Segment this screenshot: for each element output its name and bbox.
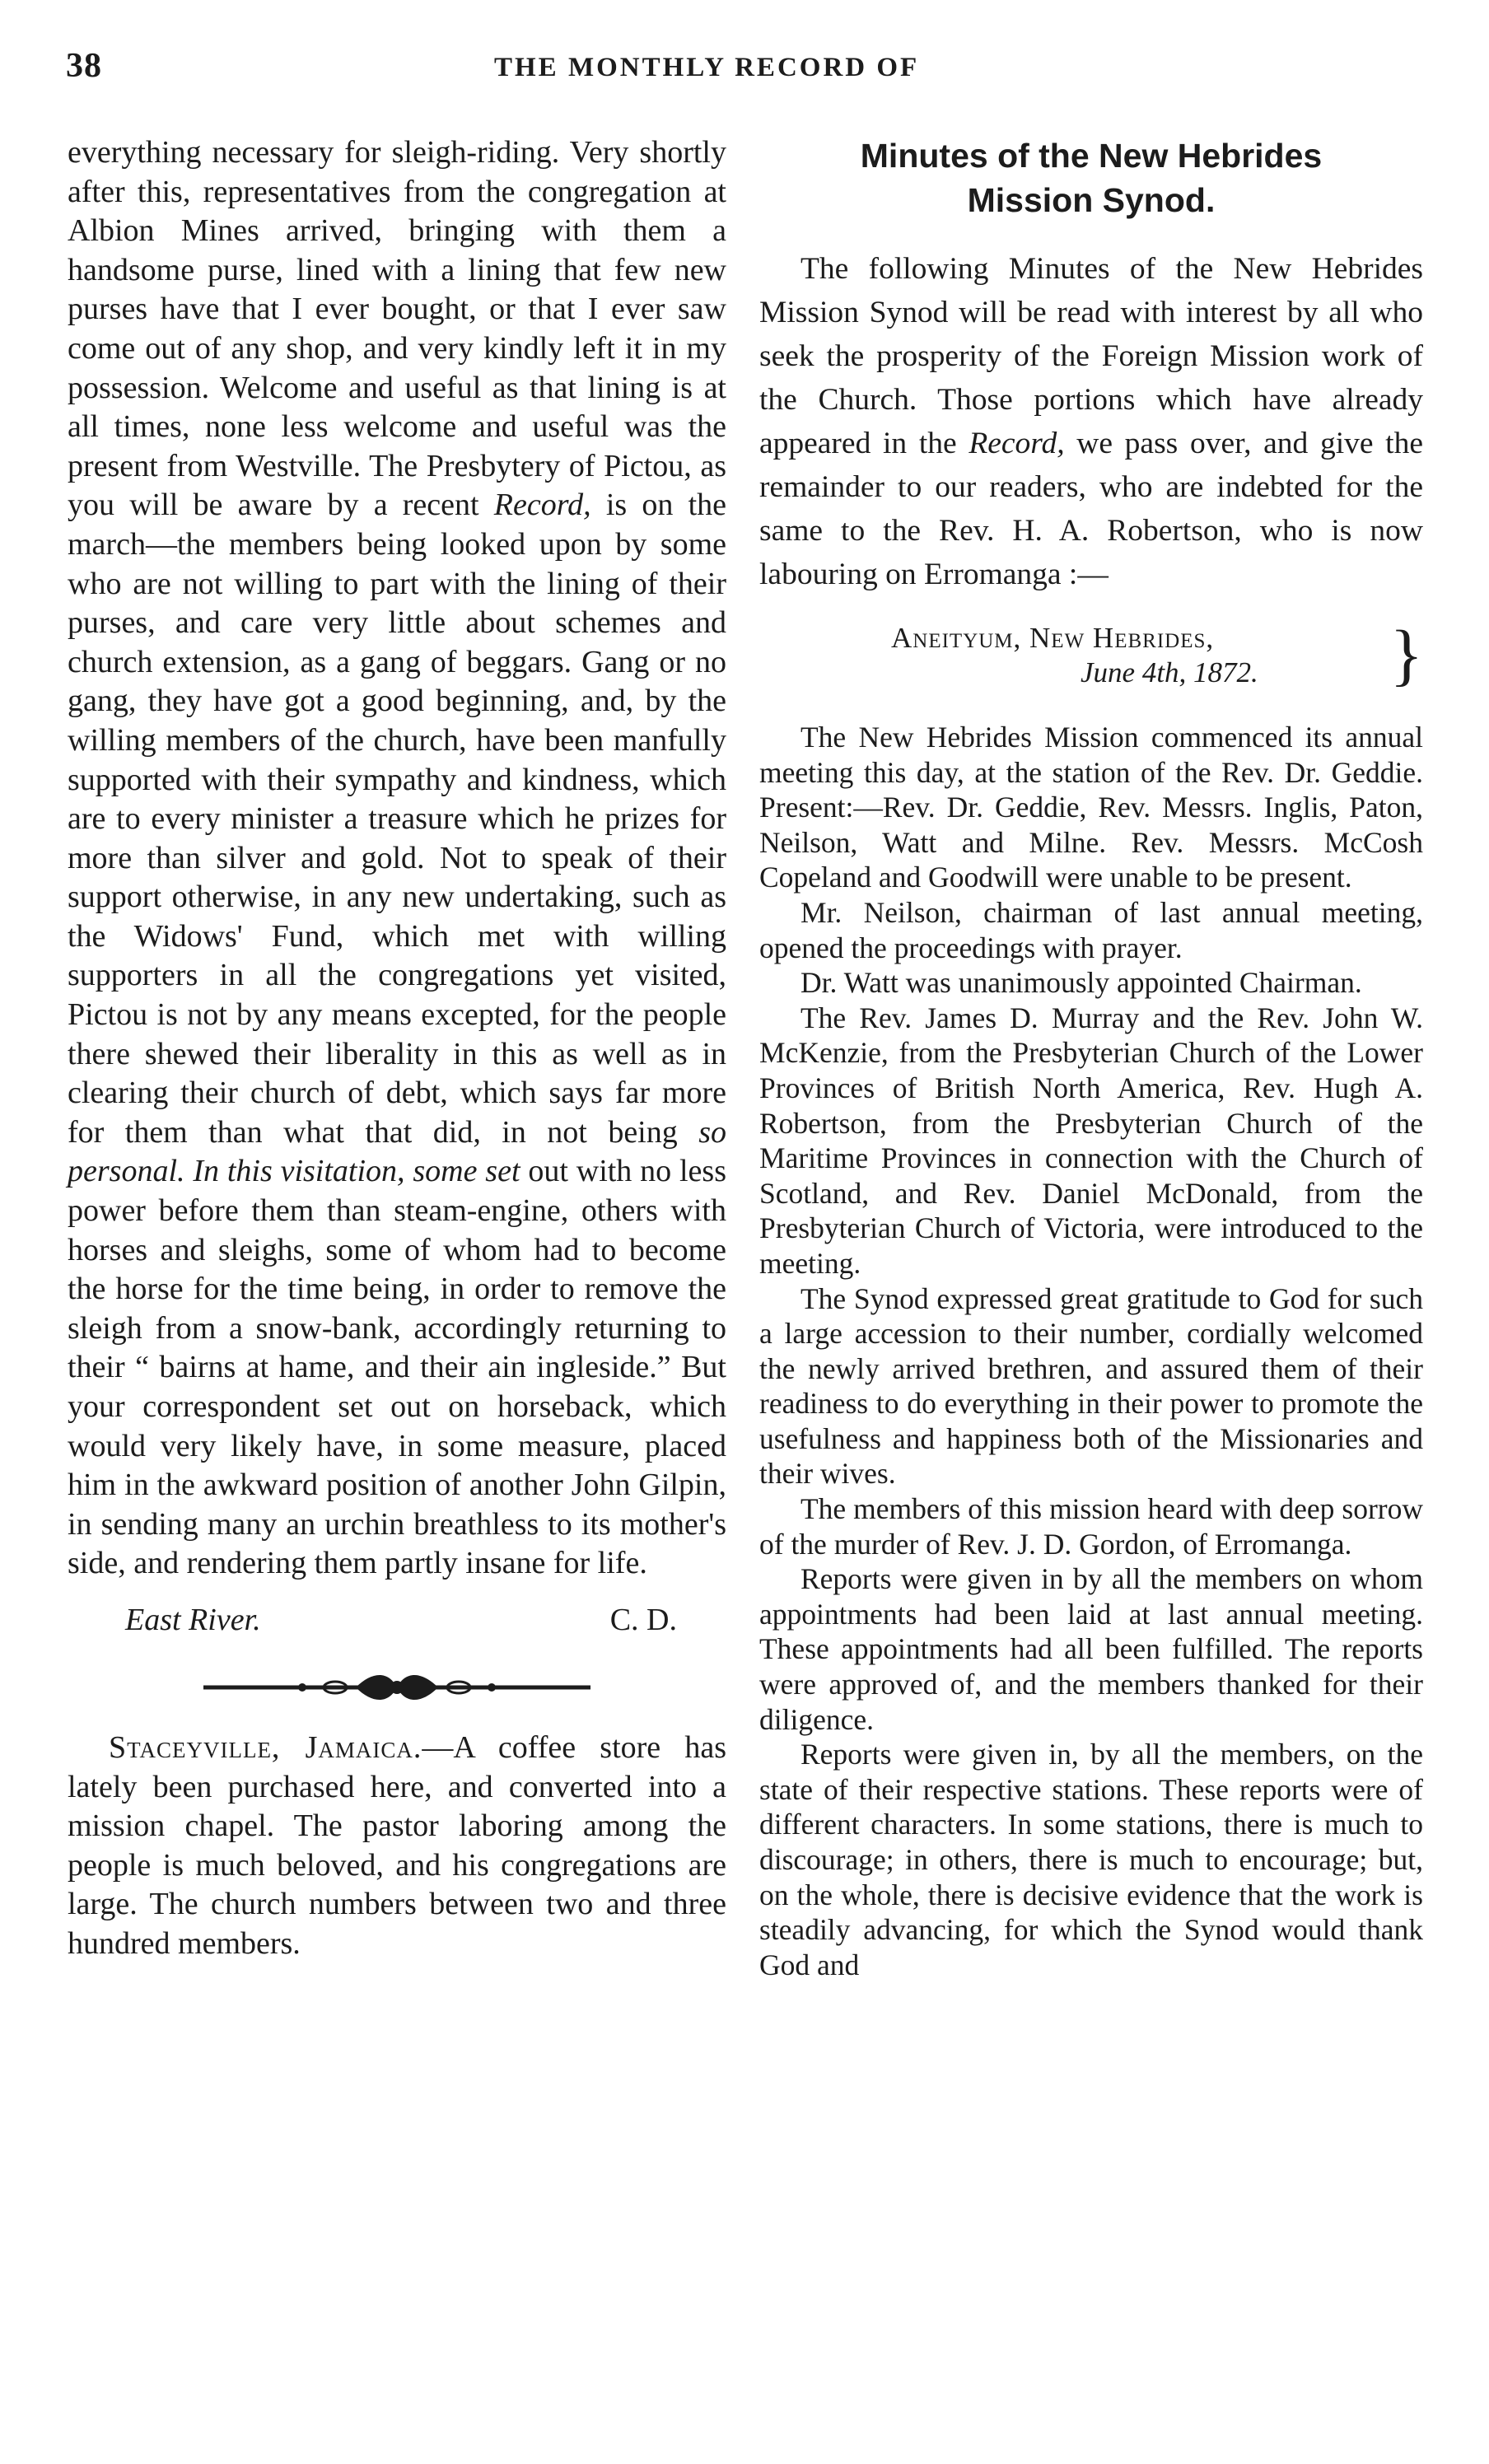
- italic-phrase: so personal. In this visitation, some set: [68, 1114, 726, 1189]
- staceyville-paragraph: [68, 1729, 726, 1964]
- right-column: [759, 133, 1423, 1982]
- minutes-paragraph: Reports were given in by all the members on whom appointments had been laid at last annual meeting. These appointments had all been fulfilled. The reports were approved of, and the members thanked for their diligence.: [759, 1562, 1423, 1736]
- letter-text-part-1: everything necessary for sleigh-riding. Very shortly after this, representatives from the congregation at Albion Mines arrived, bringing with them a handsome purse, lined with a lining that few new purses have that I ever bought, or that I ever saw come out of any shop, and very kindly left it in my possession. Welcome and useful as that lining is at all times, none less welcome and useful was the present from Westville. The Presbytery of Pictou, as you will be aware by a recent: [68, 135, 726, 523]
- minutes-paragraph: Dr. Watt was unanimously appointed Chairman.: [801, 966, 1362, 1000]
- intro-paragraph: [759, 247, 1423, 596]
- left-column: [68, 133, 726, 1964]
- page-number: 38: [66, 47, 102, 85]
- minutes-paragraph: The Rev. James D. Murray and the Rev. John W. McKenzie, from the Presbyterian Church of the Lower Provinces of British North America, Rev. Hugh A. Robertson, from the Presbyterian Church of the Maritime Provinces in connection with the Church of Scotland, and Rev. Daniel McDonald, from the Presbyterian Church of Victoria, were introduced to the meeting.: [759, 1001, 1423, 1280]
- signature-line: [68, 1602, 726, 1638]
- intro-text-part-2: we pass over, and give the remainder to our readers, who are indebted for the same to the Rev. H. A. Robertson, who is now labouring on Erromanga :—: [759, 427, 1423, 591]
- record-italic: Record,: [493, 488, 591, 523]
- brace-icon: }: [1389, 617, 1423, 693]
- dateline-place: Aneityum, New Hebrides,: [891, 622, 1215, 654]
- staceyville-lead: Staceyville, Jamaica.: [109, 1729, 422, 1765]
- article-title-line-2: Mission Synod.: [967, 181, 1216, 219]
- minutes-paragraph: Mr. Neilson, chairman of last annual meeting, opened the proceedings with prayer.: [759, 895, 1423, 964]
- letter-paragraph: [68, 133, 726, 1584]
- intro-record-italic: Record,: [969, 427, 1065, 460]
- minutes-paragraph: The members of this mission heard with deep sorrow of the murder of Rev. J. D. Gordon, of Erromanga.: [759, 1492, 1423, 1561]
- dateline-date: June 4th, 1872.: [1081, 656, 1258, 688]
- letter-text-part-2: is on the march—the members being looked upon by some who are not willing to part with the lining of their purses, and care very little about schemes and church extension, as a gang of beggars. Gang or no gang, they have got a good beginning, and, by the willing members of the church, have been manfully supported with their sympathy and kindness, which are to every minister a treasure which he prizes for more than silver and gold. Not to speak of their support otherwise, in any new undertaking, such as the Widows' Fund, which met with willing supporters in all the congregations yet visited, Pictou is not by any means excepted, for the people there shewed their liberality in this as well as in clearing their church of debt, which says far more for them than what that did, in not being: [68, 488, 726, 1150]
- minutes-paragraph: The New Hebrides Mission commenced its annual meeting this day, at the station of the Rev. Dr. Geddie. Present:—Rev. Dr. Geddie, Rev. Messrs. Inglis, Paton, Neilson, Watt and Milne. Rev. Messrs. McCosh Copeland and Goodwill were unable to be present.: [759, 721, 1423, 894]
- article-title-line-1: Minutes of the New Hebrides: [860, 137, 1323, 175]
- article-title: [759, 133, 1423, 222]
- ornamental-divider-icon: [203, 1671, 590, 1704]
- signature-initials: C. D.: [609, 1602, 677, 1637]
- signature-place: East River.: [125, 1602, 261, 1637]
- staceyville-text: —A coffee store has lately been purchased here, and converted into a mission chapel. The pastor laboring among the people is much beloved, and his congregations are large. The church numbers between two and three hundred members.: [68, 1729, 726, 1961]
- minutes-paragraph: The Synod expressed great gratitude to God for such a large accession to their number, cordially welcomed the newly arrived brethren, and assured them of their readiness to do everything in their power to promote the usefulness and happiness both of the Missionaries and their wives.: [759, 1281, 1423, 1491]
- intro-text-part-1: The following Minutes of the New Hebrides Mission Synod will be read with interest by all who seek the prosperity of the Foreign Mission work of the Church. Those portions which have already appeared in the: [759, 252, 1423, 460]
- running-head: THE MONTHLY RECORD OF: [494, 53, 920, 82]
- dateline: [891, 617, 1423, 693]
- minutes-paragraph: Reports were given in, by all the members, on the state of their respective stations. These reports were of different characters. In some stations, there is much to discourage; in others, there is much to encourage; but, on the whole, there is decisive evidence that the work is steadily advancing, for which the Synod would thank God and: [759, 1738, 1423, 1981]
- letter-text-part-3: out with no less power before them than steam-engine, others with horses and sleighs, some of whom had to become the horse for the time being, in order to remove the sleigh from a snow-bank, accordingly returning to their “ bairns at hame, and their ain ingleside.” But your correspondent set out on horseback, which would very likely have, in some measure, placed him in the awkward position of another John Gilpin, in sending many an urchin breathless to its mother's side, and rendering them partly insane for life.: [68, 1154, 726, 1581]
